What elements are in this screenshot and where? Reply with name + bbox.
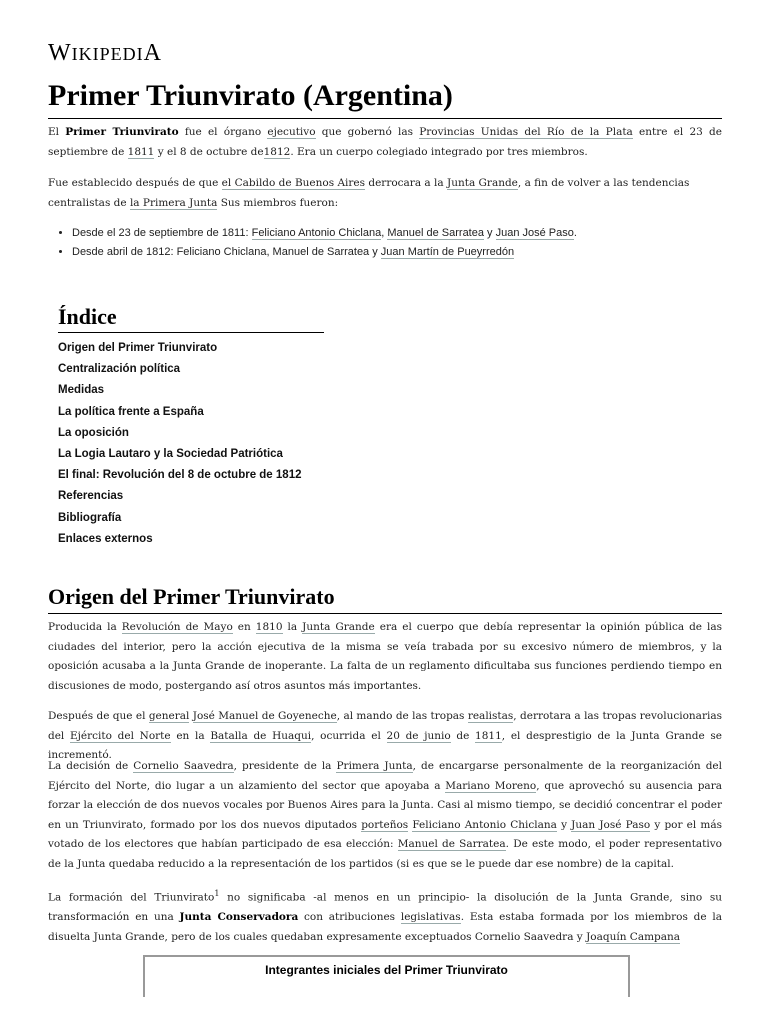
junta-conservadora-bold: Junta Conservadora	[179, 911, 299, 923]
link-1810[interactable]: 1810	[255, 621, 283, 633]
section1-paragraph-1: Producida la Revolución de Mayo en 1810 la Junta Grande era el cuerpo que debía representar la opinión pública de las ciudades del interior, pero la acción ejecutiva de la misma se veía trabada por su excesivo número de miembros, y la oposición acusaba a la Junta Grande de inoperante. La falta de un reglamento dificultaba sus funciones perdiendo tiempo en discusiones de modo, postergando así otros asuntos más importantes.	[48, 621, 723, 692]
link-chiclana-2[interactable]: Feliciano Antonio Chiclana	[412, 818, 557, 831]
link-1811-b[interactable]: 1811	[475, 729, 502, 742]
link-legislativas[interactable]: legislativas	[400, 911, 461, 923]
section1-paragraph-4: La formación del Triunvirato$^1$ no significaba -al menos en un principio- la disolución de la Junta Grande, sino su transformación en una Junta Conservadora con atribuciones legislativas. Esta estaba formada por los miembros de la disuelta Junta Grande, pero de los cuales quedaban expresamente exceptuados Cornelio Saavedra y Joaquín Campana	[48, 889, 723, 943]
link-sarratea-2[interactable]: Manuel de Sarratea	[397, 838, 506, 850]
toc-item-oposicion[interactable]: La oposición	[58, 426, 129, 439]
link-goyeneche[interactable]: José Manuel de Goyeneche	[192, 710, 337, 722]
toc-item-el-final[interactable]: El final: Revolución del 8 de octubre de 1812	[58, 469, 302, 482]
toc-heading: Índice	[58, 304, 324, 333]
link-realistas[interactable]: realistas	[467, 710, 514, 722]
table-of-contents	[58, 338, 301, 550]
toc-item-centralizacion[interactable]: Centralización política	[58, 363, 181, 376]
link-ejecutivo[interactable]: ejecutivo	[267, 126, 316, 138]
wordmark-w: W	[48, 40, 72, 66]
toc-item-referencias[interactable]: Referencias	[58, 490, 124, 503]
section1-paragraph-3: La decisión de Cornelio Saavedra, presidente de la Primera Junta, de encargarse personalmente de la reorganización del Ejército del Norte, dio lugar a un alzamiento del sector que apoyaba a Mariano Moreno, que aprovechó su ausencia para forzar la elección de dos nuevos vocales por Buenos Aires para la Junta. Casi al mismo tiempo, se decidió concentrar el poder en un Triunvirato, formado por los dos nuevos diputados porteños Feliciano Antonio Chiclana y Juan José Paso y por el más votado de los electores que habían participado de esa elección: Manuel de Sarratea. De este modo, el poder representativo de la Junta quedaba reducido a la representación de los partidos (si es que se le puede dar ese nombre) de la capital.	[48, 760, 723, 870]
link-moreno[interactable]: Mariano Moreno	[445, 779, 537, 792]
article-subject-bold: Primer Triunvirato	[65, 126, 179, 138]
toc-item-medidas[interactable]: Medidas	[58, 384, 105, 397]
intro-paragraph-2: Fue establecido después de que el Cabildo de Buenos Aires derrocara a la Junta Grande, a fin de volver a las tendencias centralistas de la Primera Junta Sus miembros fueron:	[48, 177, 690, 209]
toc-item-enlaces[interactable]: Enlaces externos	[58, 532, 153, 545]
link-junta-grande-2[interactable]: Junta Grande	[302, 621, 375, 633]
table-caption: Integrantes iniciales del Primer Triunvirato	[265, 963, 508, 977]
toc-item-logia-lautaro[interactable]: La Logia Lautaro y la Sociedad Patriótica	[58, 447, 283, 460]
link-chiclana[interactable]: Feliciano Antonio Chiclana	[251, 227, 382, 239]
link-paso[interactable]: Juan José Paso	[495, 227, 574, 239]
wikipedia-wordmark[interactable]	[48, 40, 162, 67]
section1-paragraph-2: Después de que el general José Manuel de Goyeneche, al mando de las tropas realistas, derrotara a las tropas revolucionarias del Ejército del Norte en la Batalla de Huaqui, ocurrida el 20 de junio de 1811, el desprestigio de la Junta Grande se incrementó.	[48, 710, 723, 761]
link-cabildo[interactable]: el Cabildo de Buenos Aires	[221, 177, 366, 189]
link-provincias-unidas[interactable]: Provincias Unidas del Río de la Plata	[419, 126, 633, 138]
link-pueyrredon[interactable]: Juan Martín de Pueyrredón	[380, 246, 515, 258]
link-saavedra[interactable]: Cornelio Saavedra	[133, 760, 234, 772]
link-primera-junta-2[interactable]: Primera Junta	[336, 760, 413, 772]
link-junta-grande[interactable]: Junta Grande	[446, 177, 518, 189]
link-primera-junta[interactable]: la Primera Junta	[129, 196, 218, 209]
link-campana[interactable]: Joaquín Campana	[586, 930, 681, 943]
link-20-junio[interactable]: 20 de junio	[386, 729, 451, 742]
page-title: Primer Triunvirato (Argentina)	[48, 78, 722, 119]
wordmark-a: A	[143, 40, 162, 66]
list-item: • Desde el 23 de septiembre de 1811: Feliciano Antonio Chiclana, Manuel de Sarratea y Juan José Paso.	[72, 224, 722, 243]
toc-item-bibliografia[interactable]: Bibliografía	[58, 511, 122, 524]
link-batalla-huaqui[interactable]: Batalla de Huaqui	[210, 729, 312, 742]
link-portenos[interactable]: porteños	[361, 818, 409, 831]
intro-paragraph-1: El Primer Triunvirato fue el órgano ejecutivo que gobernó las Provincias Unidas del Río de la Plata entre el 23 de septiembre de 1811 y el 8 de octubre de1812. Era un cuerpo colegiado integrado por tres miembros.	[48, 126, 722, 158]
section-heading-origen: Origen del Primer Triunvirato	[48, 583, 722, 614]
link-general[interactable]: general	[148, 710, 190, 722]
members-list	[48, 224, 722, 262]
link-paso-2[interactable]: Juan José Paso	[571, 818, 651, 831]
wordmark-middle: IKIPEDI	[71, 44, 144, 64]
link-ejercito-norte[interactable]: Ejército del Norte	[70, 729, 171, 742]
link-1812[interactable]: 1812	[263, 145, 291, 158]
link-sarratea[interactable]: Manuel de Sarratea	[387, 227, 484, 239]
footnote-ref[interactable]: 1	[214, 889, 220, 898]
members-table	[143, 955, 630, 997]
link-1811[interactable]: 1811	[127, 145, 155, 158]
toc-item-politica-espana[interactable]: La política frente a España	[58, 405, 204, 418]
toc-item-origen[interactable]: Origen del Primer Triunvirato	[58, 342, 218, 354]
list-item: • Desde abril de 1812: Feliciano Chiclana, Manuel de Sarratea y Juan Martín de Pueyrredón	[72, 243, 722, 262]
link-revolucion-mayo[interactable]: Revolución de Mayo	[121, 621, 233, 633]
